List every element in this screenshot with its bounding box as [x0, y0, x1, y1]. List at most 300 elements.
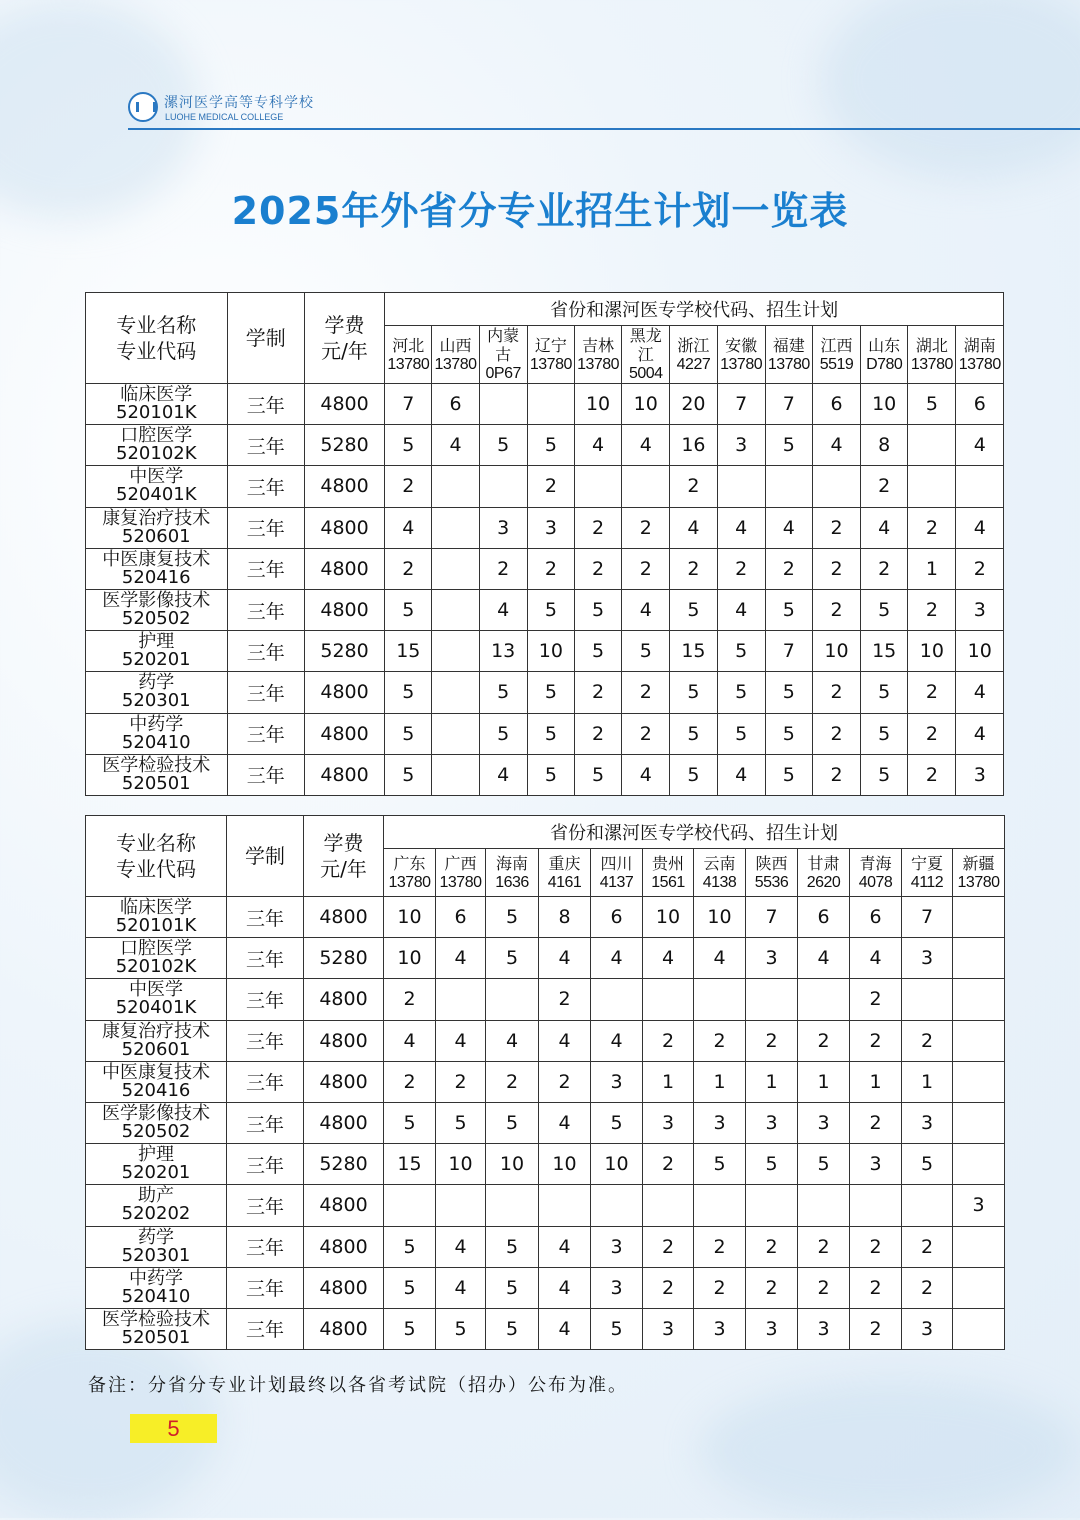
province-school-code: 4137 — [599, 873, 634, 891]
quota-cell: 5 — [385, 589, 432, 630]
province-school-code: 1561 — [651, 873, 685, 891]
major-code: 520601 — [121, 1038, 191, 1060]
quota-cell: 5 — [479, 713, 527, 754]
quota-cell — [486, 979, 539, 1020]
duration-cell: 三年 — [227, 672, 304, 713]
table-row — [86, 897, 1005, 938]
table-row — [86, 589, 1004, 630]
duration-cell: 三年 — [227, 1144, 304, 1185]
fee-cell: 4800 — [304, 589, 384, 630]
quota-cell: 4 — [574, 425, 621, 466]
province-school-code: 1636 — [495, 873, 529, 891]
table-row — [86, 979, 1005, 1020]
quota-cell: 2 — [539, 979, 591, 1020]
quota-cell: 3 — [956, 754, 1004, 795]
quota-cell — [694, 1185, 746, 1226]
page-number: 5 — [130, 1414, 217, 1443]
quota-cell: 6 — [798, 897, 850, 938]
major-name: 医学检验技术 — [102, 754, 211, 776]
quota-cell: 2 — [850, 1308, 902, 1349]
fee-cell: 4800 — [304, 672, 384, 713]
province-school-code: 13780 — [910, 355, 953, 373]
quota-cell: 3 — [902, 938, 953, 979]
quota-cell: 5 — [527, 589, 574, 630]
quota-cell: 15 — [385, 631, 432, 672]
province-header — [850, 849, 902, 897]
quota-cell — [539, 1185, 591, 1226]
quota-cell: 10 — [622, 384, 670, 425]
quota-cell: 1 — [850, 1061, 902, 1102]
quota-cell: 5 — [385, 754, 432, 795]
major-name: 药学 — [138, 1226, 174, 1248]
quota-cell: 4 — [765, 507, 812, 548]
major-code: 520201 — [121, 1162, 191, 1184]
quota-cell: 4 — [385, 507, 432, 548]
table-row — [86, 1061, 1005, 1102]
quota-cell: 5 — [765, 425, 812, 466]
duration-cell: 三年 — [227, 1267, 304, 1308]
quota-cell: 4 — [591, 1020, 643, 1061]
major-code: 520410 — [121, 1285, 191, 1307]
quota-cell — [953, 1267, 1005, 1308]
province-school-code: 5536 — [754, 873, 789, 891]
quota-cell: 15 — [384, 1144, 436, 1185]
quota-cell: 5 — [574, 754, 621, 795]
table-row — [86, 1185, 1005, 1226]
duration-cell: 三年 — [227, 754, 304, 795]
quota-cell: 1 — [908, 548, 956, 589]
quota-cell — [643, 979, 694, 1020]
quota-cell — [432, 672, 479, 713]
quota-cell: 4 — [384, 1020, 436, 1061]
province-name: 云南 — [703, 853, 736, 873]
province-name: 湖北 — [915, 335, 948, 355]
duration-cell: 三年 — [227, 548, 304, 589]
province-header — [479, 326, 527, 384]
table-row — [86, 1267, 1005, 1308]
quota-cell: 2 — [765, 548, 812, 589]
major-cell — [86, 589, 228, 630]
quota-cell — [953, 1144, 1005, 1185]
major-cell — [86, 1020, 227, 1061]
quota-cell — [746, 979, 798, 1020]
major-name: 护理 — [138, 631, 175, 653]
major-name: 医学影像技术 — [102, 590, 211, 612]
fee-cell: 5280 — [304, 425, 384, 466]
footnote: 备注：分省分专业计划最终以各省考试院（招办）公布为准。 — [88, 1375, 628, 1396]
quota-cell — [902, 979, 953, 1020]
province-school-code: 13780 — [387, 355, 430, 373]
major-name: 护理 — [138, 1144, 174, 1166]
quota-cell — [765, 466, 812, 507]
quota-cell — [479, 466, 527, 507]
province-school-code: 13780 — [434, 355, 477, 373]
quota-cell: 5 — [765, 754, 812, 795]
major-name: 助产 — [138, 1185, 174, 1207]
province-header — [902, 849, 953, 897]
major-name: 临床医学 — [120, 384, 193, 406]
province-header — [765, 326, 812, 384]
quota-cell — [953, 979, 1005, 1020]
quota-cell: 4 — [717, 589, 765, 630]
quota-cell: 2 — [622, 672, 670, 713]
quota-cell: 2 — [850, 979, 902, 1020]
quota-cell: 2 — [574, 713, 621, 754]
quota-cell: 5 — [765, 589, 812, 630]
quota-cell: 2 — [902, 1226, 953, 1267]
province-header — [956, 326, 1004, 384]
duration-cell: 三年 — [227, 979, 304, 1020]
major-code: 520416 — [121, 566, 191, 588]
quota-cell: 4 — [539, 1102, 591, 1143]
quota-cell: 2 — [694, 1020, 746, 1061]
quota-cell: 5 — [574, 631, 621, 672]
quota-cell: 2 — [850, 1020, 902, 1061]
quota-cell: 2 — [486, 1061, 539, 1102]
major-name: 中医学 — [129, 979, 183, 1001]
province-school-code: 13780 — [958, 355, 1001, 373]
quota-cell: 4 — [622, 754, 670, 795]
fee-cell: 4800 — [304, 1061, 384, 1102]
quota-cell: 1 — [694, 1061, 746, 1102]
quota-cell: 3 — [956, 589, 1004, 630]
table-row — [86, 1020, 1005, 1061]
quota-cell: 3 — [643, 1308, 694, 1349]
quota-cell — [622, 466, 670, 507]
province-name: 宁夏 — [910, 853, 943, 873]
province-name: 广西 — [444, 853, 477, 873]
quota-cell: 3 — [798, 1102, 850, 1143]
quota-cell: 10 — [384, 938, 436, 979]
major-code: 520101K — [115, 915, 197, 937]
quota-cell: 5 — [384, 1267, 436, 1308]
quota-cell: 4 — [539, 938, 591, 979]
quota-cell: 5 — [486, 938, 539, 979]
table-row — [86, 466, 1004, 507]
quota-cell: 2 — [812, 754, 860, 795]
quota-cell: 2 — [850, 1226, 902, 1267]
quota-cell: 5 — [717, 672, 765, 713]
major-name: 中医康复技术 — [102, 1061, 210, 1083]
header-major: 专业名称 专业代码 — [86, 816, 227, 897]
quota-cell — [436, 979, 486, 1020]
quota-cell: 2 — [384, 1061, 436, 1102]
college-logo-icon — [128, 92, 158, 122]
quota-cell: 4 — [486, 1020, 539, 1061]
province-header — [746, 849, 798, 897]
quota-cell — [953, 1308, 1005, 1349]
quota-cell: 2 — [746, 1226, 798, 1267]
province-name: 内蒙古 — [487, 326, 520, 364]
quota-cell: 5 — [622, 631, 670, 672]
province-school-code: 13780 — [720, 355, 763, 373]
major-cell — [86, 1061, 227, 1102]
major-name: 康复治疗技术 — [102, 507, 211, 529]
quota-cell: 3 — [850, 1144, 902, 1185]
quota-cell: 2 — [908, 754, 956, 795]
quota-cell — [643, 1185, 694, 1226]
table-body — [86, 384, 1004, 796]
quota-cell: 5 — [384, 1308, 436, 1349]
quota-cell — [574, 466, 621, 507]
quota-cell: 10 — [643, 897, 694, 938]
quota-cell: 5 — [574, 589, 621, 630]
quota-cell: 2 — [436, 1061, 486, 1102]
fee-cell: 5280 — [304, 938, 384, 979]
quota-cell — [956, 466, 1004, 507]
quota-cell: 5 — [486, 1267, 539, 1308]
quota-cell: 4 — [717, 754, 765, 795]
quota-cell: 4 — [479, 589, 527, 630]
major-code: 520102K — [115, 956, 197, 978]
major-name: 康复治疗技术 — [102, 1020, 210, 1042]
quota-cell — [527, 384, 574, 425]
quota-cell: 3 — [591, 1267, 643, 1308]
quota-cell: 6 — [850, 897, 902, 938]
province-header — [622, 326, 670, 384]
duration-cell: 三年 — [227, 1102, 304, 1143]
quota-cell: 5 — [694, 1144, 746, 1185]
province-name: 黑龙江 — [629, 326, 662, 364]
quota-cell: 5 — [486, 1308, 539, 1349]
duration-cell: 三年 — [227, 938, 304, 979]
quota-cell: 3 — [694, 1308, 746, 1349]
major-code: 520401K — [116, 484, 197, 506]
fee-cell: 4800 — [304, 1267, 384, 1308]
province-school-code: D780 — [866, 355, 903, 373]
quota-cell: 5 — [385, 672, 432, 713]
quota-cell: 4 — [432, 425, 479, 466]
quota-cell: 3 — [717, 425, 765, 466]
major-name: 口腔医学 — [120, 425, 193, 447]
quota-cell: 2 — [622, 548, 670, 589]
header-divider — [128, 128, 1080, 130]
quota-cell: 5 — [670, 672, 717, 713]
quota-cell: 3 — [746, 1308, 798, 1349]
quota-cell: 5 — [591, 1102, 643, 1143]
quota-cell: 10 — [574, 384, 621, 425]
quota-cell: 2 — [798, 1020, 850, 1061]
quota-cell: 2 — [539, 1061, 591, 1102]
quota-cell: 10 — [384, 897, 436, 938]
quota-cell: 16 — [670, 425, 717, 466]
quota-cell — [717, 466, 765, 507]
quota-cell: 4 — [436, 1226, 486, 1267]
page-header — [128, 90, 1080, 132]
province-name: 甘肃 — [807, 853, 840, 873]
quota-cell: 4 — [717, 507, 765, 548]
quota-cell: 4 — [956, 425, 1004, 466]
quota-cell: 7 — [765, 631, 812, 672]
quota-cell: 4 — [643, 938, 694, 979]
quota-cell: 6 — [591, 897, 643, 938]
table-row — [86, 548, 1004, 589]
fee-cell: 5280 — [304, 631, 384, 672]
major-code: 520202 — [121, 1203, 191, 1225]
major-name: 临床医学 — [120, 897, 192, 919]
quota-cell: 7 — [765, 384, 812, 425]
major-cell — [86, 466, 228, 507]
quota-cell: 6 — [956, 384, 1004, 425]
province-name: 辽宁 — [534, 335, 567, 355]
duration-cell: 三年 — [227, 589, 304, 630]
major-code: 520101K — [116, 402, 197, 424]
fee-cell: 4800 — [304, 1185, 384, 1226]
province-name: 山西 — [439, 335, 472, 355]
quota-cell: 2 — [385, 548, 432, 589]
province-header — [574, 326, 621, 384]
table-row — [86, 754, 1004, 795]
province-header — [486, 849, 539, 897]
quota-cell: 2 — [574, 672, 621, 713]
quota-cell — [953, 938, 1005, 979]
major-code: 520601 — [121, 525, 191, 547]
header-duration: 学制 — [227, 293, 304, 384]
quota-cell: 2 — [908, 713, 956, 754]
header-province-group: 省份和漯河医专学校代码、招生计划 — [385, 293, 1004, 326]
major-cell — [86, 507, 228, 548]
major-code: 520201 — [121, 649, 191, 671]
quota-cell: 6 — [812, 384, 860, 425]
fee-cell: 4800 — [304, 713, 384, 754]
quota-cell: 10 — [591, 1144, 643, 1185]
quota-cell: 10 — [539, 1144, 591, 1185]
quota-cell: 5 — [861, 672, 908, 713]
quota-cell: 2 — [622, 507, 670, 548]
quota-cell — [798, 1185, 850, 1226]
duration-cell: 三年 — [227, 466, 304, 507]
table-row — [86, 384, 1004, 425]
quota-cell: 2 — [527, 548, 574, 589]
quota-cell: 5 — [861, 713, 908, 754]
province-header — [539, 849, 591, 897]
major-cell — [86, 672, 228, 713]
quota-cell — [812, 466, 860, 507]
major-code: 520501 — [121, 772, 191, 794]
quota-cell: 5 — [486, 897, 539, 938]
major-cell — [86, 897, 227, 938]
table-row — [86, 1226, 1005, 1267]
major-cell — [86, 548, 228, 589]
quota-cell: 15 — [670, 631, 717, 672]
quota-cell: 5 — [717, 631, 765, 672]
quota-cell: 4 — [622, 425, 670, 466]
quota-cell — [432, 548, 479, 589]
quota-cell: 5 — [527, 425, 574, 466]
province-header — [717, 326, 765, 384]
quota-cell: 3 — [902, 1102, 953, 1143]
quota-cell: 7 — [902, 897, 953, 938]
quota-cell: 4 — [956, 713, 1004, 754]
table-row — [86, 713, 1004, 754]
major-code: 520502 — [121, 1121, 191, 1143]
quota-cell: 15 — [861, 631, 908, 672]
quota-cell — [432, 466, 479, 507]
quota-cell: 3 — [902, 1308, 953, 1349]
quota-cell: 4 — [591, 938, 643, 979]
quota-cell — [746, 1185, 798, 1226]
quota-cell: 5 — [765, 713, 812, 754]
major-code: 520502 — [121, 608, 191, 630]
quota-cell: 4 — [850, 938, 902, 979]
enrollment-table-1 — [85, 292, 1004, 796]
major-name: 医学影像技术 — [102, 1103, 210, 1125]
fee-cell: 4800 — [304, 548, 384, 589]
quota-cell: 5 — [384, 1102, 436, 1143]
quota-cell: 4 — [798, 938, 850, 979]
quota-cell: 2 — [908, 672, 956, 713]
quota-cell: 4 — [539, 1226, 591, 1267]
province-header — [385, 326, 432, 384]
quota-cell: 4 — [539, 1020, 591, 1061]
quota-cell: 2 — [670, 548, 717, 589]
quota-cell: 2 — [574, 548, 621, 589]
major-cell — [86, 631, 228, 672]
header-fee: 学费 元/年 — [304, 293, 384, 384]
quota-cell: 2 — [643, 1020, 694, 1061]
major-code: 520301 — [121, 1244, 191, 1266]
quota-cell: 1 — [798, 1061, 850, 1102]
major-cell — [86, 979, 227, 1020]
province-header — [643, 849, 694, 897]
header-province-group: 省份和漯河医专学校代码、招生计划 — [384, 816, 1005, 849]
duration-cell: 三年 — [227, 897, 304, 938]
header-major: 专业名称 专业代码 — [86, 293, 228, 384]
fee-cell: 4800 — [304, 897, 384, 938]
quota-cell: 4 — [812, 425, 860, 466]
quota-cell: 5 — [486, 1102, 539, 1143]
province-name: 重庆 — [548, 853, 581, 873]
major-name: 中医康复技术 — [102, 548, 211, 570]
quota-cell — [432, 713, 479, 754]
quota-cell: 4 — [694, 938, 746, 979]
major-code: 520102K — [116, 443, 197, 465]
province-school-code: 5519 — [819, 355, 854, 373]
quota-cell: 5 — [670, 713, 717, 754]
quota-cell — [908, 425, 956, 466]
quota-cell: 3 — [746, 1102, 798, 1143]
fee-cell: 4800 — [304, 1226, 384, 1267]
quota-cell: 5 — [527, 713, 574, 754]
fee-cell: 4800 — [304, 384, 384, 425]
major-cell — [86, 1267, 227, 1308]
major-name: 中医学 — [129, 466, 184, 488]
major-cell — [86, 1102, 227, 1143]
quota-cell: 2 — [850, 1267, 902, 1308]
duration-cell: 三年 — [227, 507, 304, 548]
duration-cell: 三年 — [227, 425, 304, 466]
province-school-code: 4138 — [702, 873, 737, 891]
header-fee: 学费 元/年 — [304, 816, 384, 897]
quota-cell: 5 — [717, 713, 765, 754]
province-school-code: 5004 — [628, 365, 663, 382]
quota-cell: 2 — [479, 548, 527, 589]
quota-cell: 2 — [670, 466, 717, 507]
province-name: 海南 — [495, 853, 528, 873]
quota-cell: 10 — [861, 384, 908, 425]
quota-cell: 4 — [622, 589, 670, 630]
table-row — [86, 672, 1004, 713]
province-school-code: 13780 — [957, 873, 1000, 891]
quota-cell: 5 — [527, 672, 574, 713]
quota-cell — [902, 1185, 953, 1226]
province-header — [670, 326, 717, 384]
quota-cell: 4 — [670, 507, 717, 548]
quota-cell: 2 — [812, 507, 860, 548]
table-row — [86, 1308, 1005, 1349]
quota-cell — [953, 1020, 1005, 1061]
fee-cell: 4800 — [304, 1308, 384, 1349]
